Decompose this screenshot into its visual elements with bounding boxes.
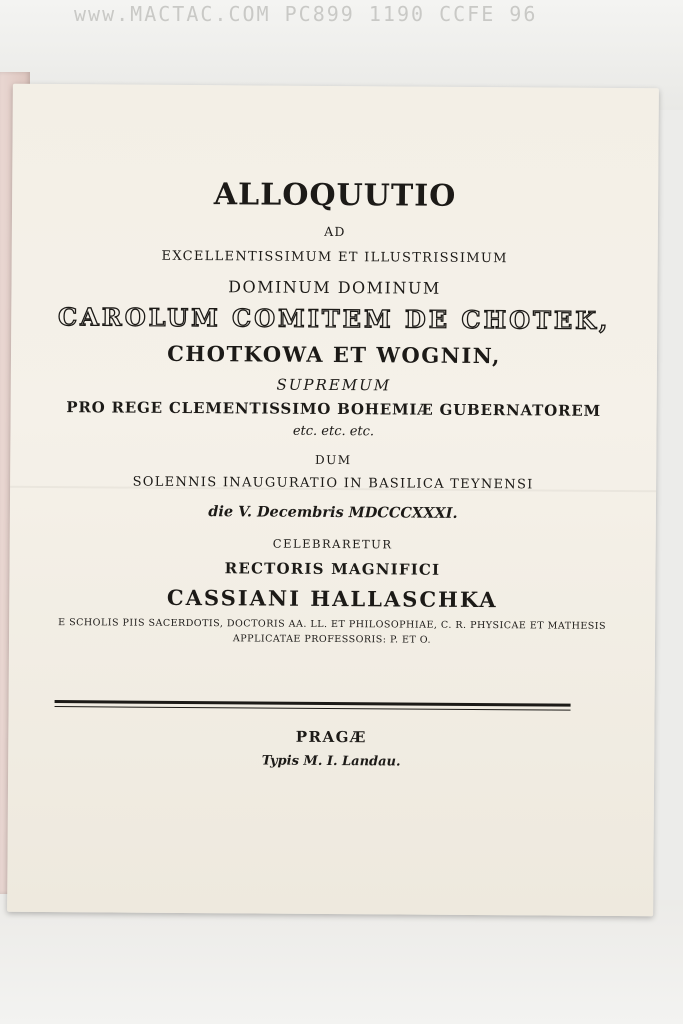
author-titles-line-2: APPLICATAE PROFESSORIS: P. ET O. xyxy=(232,633,432,646)
honoree-name: CAROLUM COMITEM DE CHOTEK, xyxy=(57,302,611,335)
date-line: die V. Decembris MDCCCXXXI. xyxy=(208,503,458,522)
watermark-text: www.MACTAC.COM PC899 1190 CCFE 96 xyxy=(74,2,538,26)
document-page xyxy=(7,84,659,916)
ad-line: AD xyxy=(324,223,346,240)
imprint-place: PRAGÆ xyxy=(295,727,368,747)
page-title: ALLOQUUTIO xyxy=(213,177,457,214)
occasion-line: SOLENNIS INAUGURATIO IN BASILICA TEYNENSI xyxy=(132,474,534,493)
double-rule-divider xyxy=(55,700,571,711)
celebraretur-line: CELEBRARETUR xyxy=(272,536,393,552)
imprint-printer: Typis M. I. Landau. xyxy=(261,753,401,770)
dum-line: DUM xyxy=(314,452,352,468)
author-name: CASSIANI HALLASCHKA xyxy=(166,584,498,613)
office-line: PRO REGE CLEMENTISSIMO BOHEMIÆ GUBERNATOREM xyxy=(66,398,601,420)
rectoris-line: RECTORIS MAGNIFICI xyxy=(224,559,441,579)
etc-line: etc. etc. etc. xyxy=(292,423,375,440)
backdrop-bottom xyxy=(0,900,683,1024)
supremum-line: SUPREMUM xyxy=(276,375,392,395)
excellentissimum-line: EXCELLENTISSIMUM ET ILLUSTRISSIMUM xyxy=(161,248,508,267)
honoree-titles: CHOTKOWA ET WOGNIN, xyxy=(167,340,501,369)
author-titles-line-1: E SCHOLIS PIIS SACERDOTIS, DOCTORIS AA. LL. ET PHILOSOPHIAE, C. R. PHYSICAE ET MATHESIS xyxy=(58,617,607,632)
dominum-line: DOMINUM DOMINUM xyxy=(228,277,441,298)
